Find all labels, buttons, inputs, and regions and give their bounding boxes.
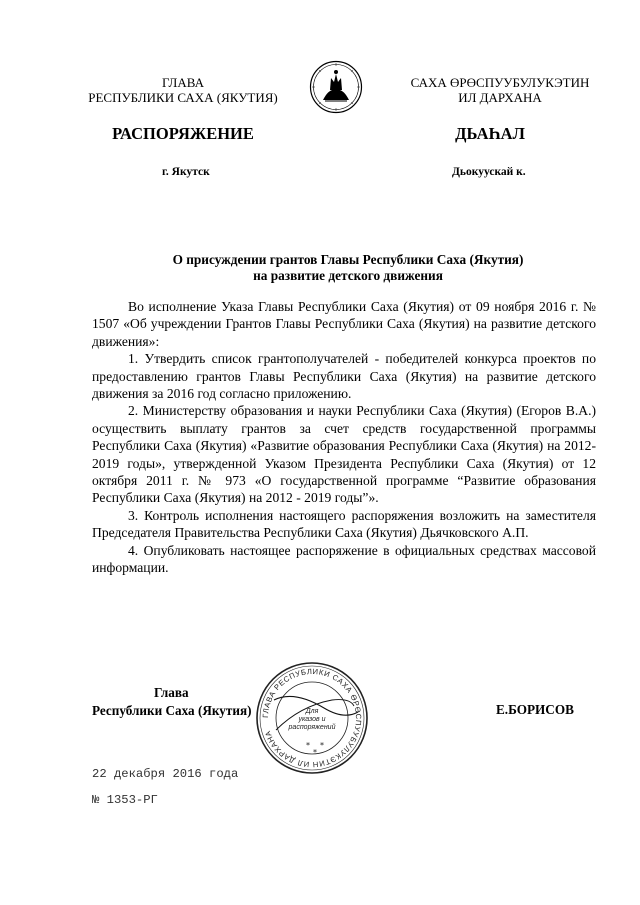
republic-emblem-icon (309, 60, 363, 114)
header-left-line2: РЕСПУБЛИКИ САХА (ЯКУТИЯ) (88, 90, 278, 105)
city-sakha: Дьокуускай к. (452, 166, 526, 178)
signature-name: Е.БОРИСОВ (496, 702, 574, 717)
body-paragraph-item-3: 3. Контроль исполнения настоящего распоряжения возложить на заместителя Председателя Правительства Республики Саха (Якутия) Дьячковского А.П. (92, 507, 596, 541)
svg-text:*: * (306, 741, 310, 750)
document-title (100, 252, 596, 284)
seal-center-line1: Для (305, 708, 319, 715)
city-ru: г. Якутск (162, 166, 210, 178)
document-date: 22 декабря 2016 года (92, 767, 239, 781)
signature-title-line1: Глава (154, 685, 189, 700)
header-left-line1: ГЛАВА (162, 75, 204, 90)
svg-text:*: * (320, 741, 324, 750)
header-left (78, 75, 288, 105)
title-line1: О присуждении грантов Главы Республики Саха (Якутия) (172, 252, 524, 267)
body-paragraph-preamble: Во исполнение Указа Главы Республики Саха (Якутия) от 09 ноября 2016 г. № 1507 «Об учреждении Грантов Главы Республики Саха (Якутия) на развитие детского движения»: (92, 299, 596, 349)
document-number: № 1353-РГ (92, 793, 158, 807)
seal-ring-text: ГЛАВА РЕСПУБЛИКИ САХА ӨРӨСПУУБУЛУКЭТИН ИЛ ДАРХАНА (260, 666, 364, 770)
doc-type-sakha: ДЬАҺАЛ (455, 124, 525, 143)
doc-type-ru: РАСПОРЯЖЕНИЕ (112, 124, 254, 143)
header-right (392, 75, 608, 105)
svg-text:*: * (313, 748, 317, 757)
body-paragraph-item-4: 4. Опубликовать настоящее распоряжение в официальных средствах массовой информации. (92, 542, 596, 576)
header-right-line2: ИЛ ДАРХАНА (458, 90, 542, 105)
seal-center-line2: указов и (298, 716, 326, 723)
body-paragraph-item-2: 2. Министерству образования и науки Республики Саха (Якутия) (Егоров В.А.) осуществить выплату грантов за счет средств государственной программы Республики Саха (Якутия) «Развитие образования Республики Саха (Якутия) на 2012-2019 годы», утвержденной Указом Президента Республики Саха (Якутия) от 12 октября 2011 г. № 973 «О государственной программе “Развитие образования Республики Саха (Якутия) на 2012 - 2019 годы”». (92, 403, 596, 506)
title-line2: на развитие детского движения (253, 268, 443, 283)
seal-center-line3: распоряжений (288, 724, 336, 731)
official-seal-icon (254, 660, 370, 776)
signature-title-line2: Республики Саха (Якутия) (92, 703, 252, 718)
document-body (92, 298, 596, 577)
signature-title (92, 684, 251, 720)
header-right-line1: САХА ӨРӨСПУУБУЛУКЭТИН (410, 75, 590, 90)
body-paragraph-item-1: 1. Утвердить список грантополучателей - победителей конкурса проектов по предоставлению грантов Главы Республики Саха (Якутия) на развитие детского движения за 2016 год согласно приложению. (92, 351, 596, 402)
